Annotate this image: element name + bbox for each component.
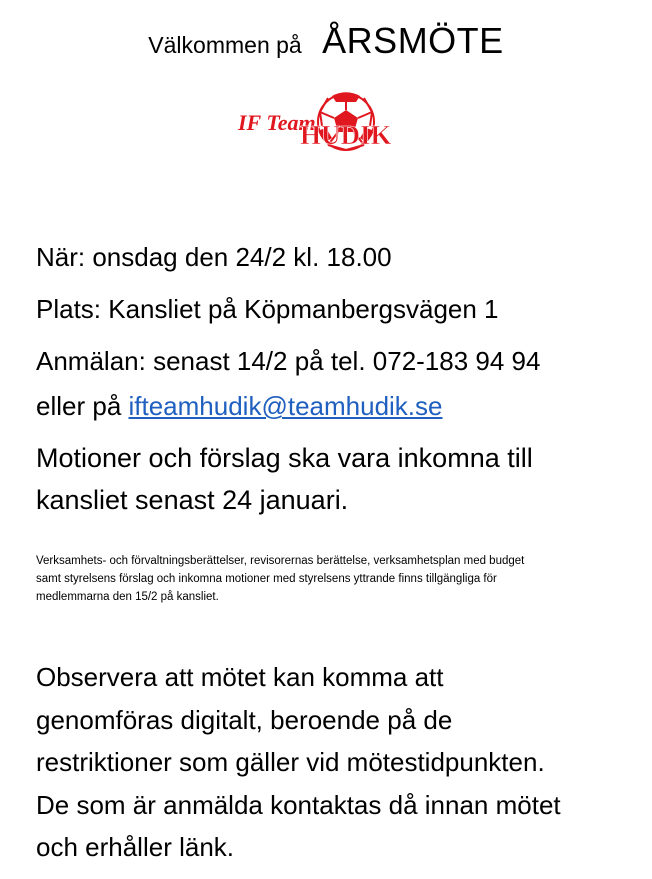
meeting-place: Plats: Kansliet på Köpmanbergsvägen 1	[36, 294, 499, 324]
meeting-title: ÅRSMÖTE	[322, 20, 504, 61]
documents-note-line-2: samt styrelsens förslag och inkomna motioner med styrelsens yttrande finns tillgängliga för	[36, 573, 497, 585]
club-logo	[228, 92, 408, 167]
documents-note	[36, 552, 636, 606]
logo-text-top: IF Team	[238, 110, 316, 135]
notice-line-1: Observera att mötet kan komma att	[36, 662, 444, 692]
motions-line-1: Motioner och förslag ska vara inkomna till	[36, 443, 533, 473]
motions-line-2: kansliet senast 24 januari.	[36, 485, 349, 515]
page-title	[0, 20, 652, 62]
logo-text-main: HUDIK	[300, 120, 392, 150]
email-prefix: eller på	[36, 391, 129, 421]
notice-line-2: genomföras digitalt, beroende på de	[36, 704, 453, 735]
digital-meeting-notice	[36, 656, 636, 869]
welcome-text: Välkommen på	[148, 32, 302, 58]
notice-line-5: och erhåller länk.	[36, 832, 234, 862]
documents-note-line-1: Verksamhets- och förvaltningsberättelser, revisorernas berättelse, verksamhetsplan med budget	[36, 555, 525, 567]
notice-line-3: restriktioner som gäller vid mötestidpunkten.	[36, 747, 545, 777]
notice-line-4: De som är anmälda kontaktas då innan mötet	[36, 789, 561, 820]
meeting-time: När: onsdag den 24/2 kl. 18.00	[36, 242, 392, 272]
registration-info: Anmälan: senast 14/2 på tel. 072-183 94 94	[36, 346, 541, 376]
email-link[interactable]: ifteamhudik@teamhudik.se	[128, 391, 443, 421]
documents-note-line-3: medlemmarna den 15/2 på kansliet.	[36, 591, 219, 603]
registration-email-line	[36, 391, 443, 422]
